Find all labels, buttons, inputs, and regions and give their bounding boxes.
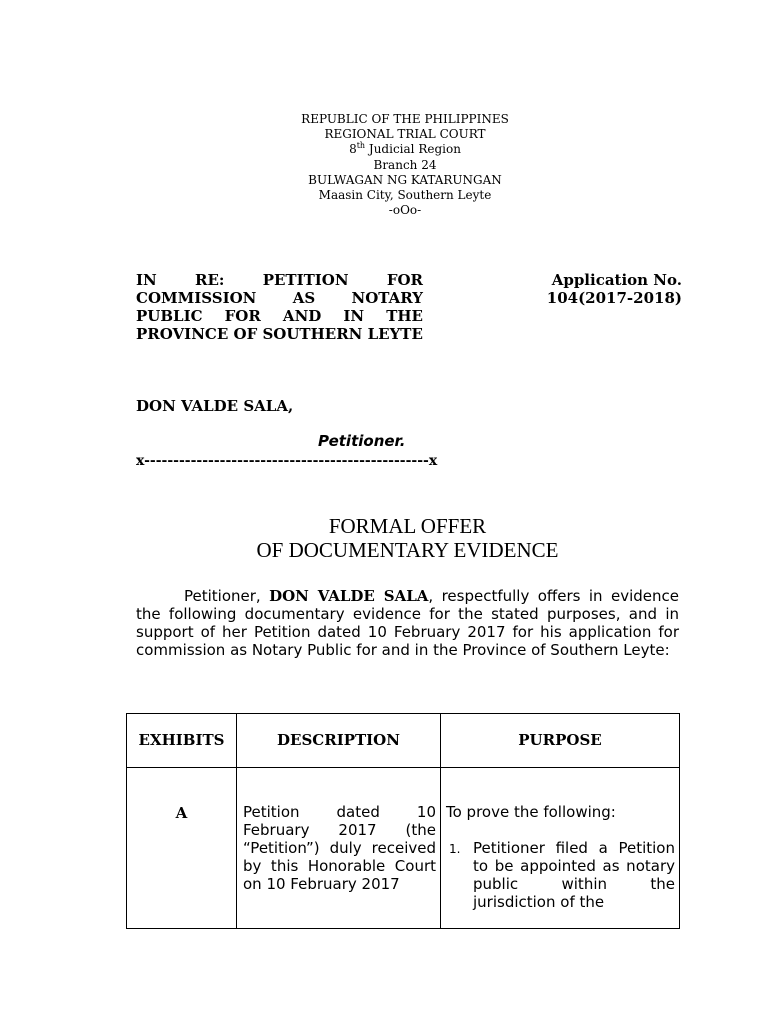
header-description: DESCRIPTION: [237, 714, 441, 768]
application-label: Application No.: [551, 271, 682, 289]
petitioner-name: DON VALDE SALA,: [136, 397, 294, 415]
title-line-2: OF DOCUMENTARY EVIDENCE: [256, 538, 559, 562]
header-ornament: -oOo-: [388, 203, 422, 218]
purpose-intro: To prove the following:: [446, 803, 616, 821]
exhibits-table: [126, 713, 680, 929]
application-number: [520, 271, 682, 307]
table-header-row: [127, 714, 680, 768]
header-city: Maasin City, Southern Leyte: [318, 188, 492, 203]
cell-description: Petition dated 10 February 2017 (the “Petition”) duly received by this Honorable Court on 10 February 2017: [237, 768, 441, 929]
title-line-1: FORMAL OFFER: [328, 514, 487, 538]
header-hall: BULWAGAN NG KATARUNGAN: [308, 172, 502, 187]
purpose-list-item: [446, 839, 675, 911]
petitioner-role: Petitioner.: [318, 432, 406, 450]
header-region: 8th Judicial Region: [349, 141, 461, 157]
header-court: REGIONAL TRIAL COURT: [324, 127, 486, 142]
body-petitioner-name: DON VALDE SALA: [269, 587, 429, 605]
court-header: [0, 112, 768, 218]
cell-exhibit: A: [127, 768, 237, 929]
application-value: 104(2017-2018): [546, 289, 682, 307]
header-exhibits: EXHIBITS: [127, 714, 237, 768]
purpose-item-number: 1.: [449, 842, 461, 856]
caption-separator: x-------------------------------------------------x: [136, 453, 438, 469]
header-branch: Branch 24: [373, 157, 437, 172]
table-row: [127, 768, 680, 929]
document-title: [136, 514, 679, 562]
purpose-item-text: Petitioner filed a Petition to be appointed as notary public within the jurisdiction of the: [473, 839, 675, 911]
body-paragraph: Petitioner, DON VALDE SALA, respectfully offers in evidence the following documentary evidence for the stated purposes, and in support of her Petition dated 10 February 2017 for his application for commission as Notary Public for and in the Province of Southern Leyte:: [136, 587, 679, 659]
header-republic: REPUBLIC OF THE PHILIPPINES: [301, 112, 509, 126]
cell-purpose: [441, 768, 680, 929]
header-purpose: PURPOSE: [441, 714, 680, 768]
case-caption: IN RE: PETITION FOR COMMISSION AS NOTARY PUBLIC FOR AND IN THE PROVINCE OF SOUTHERN LEYTE: [136, 271, 423, 343]
